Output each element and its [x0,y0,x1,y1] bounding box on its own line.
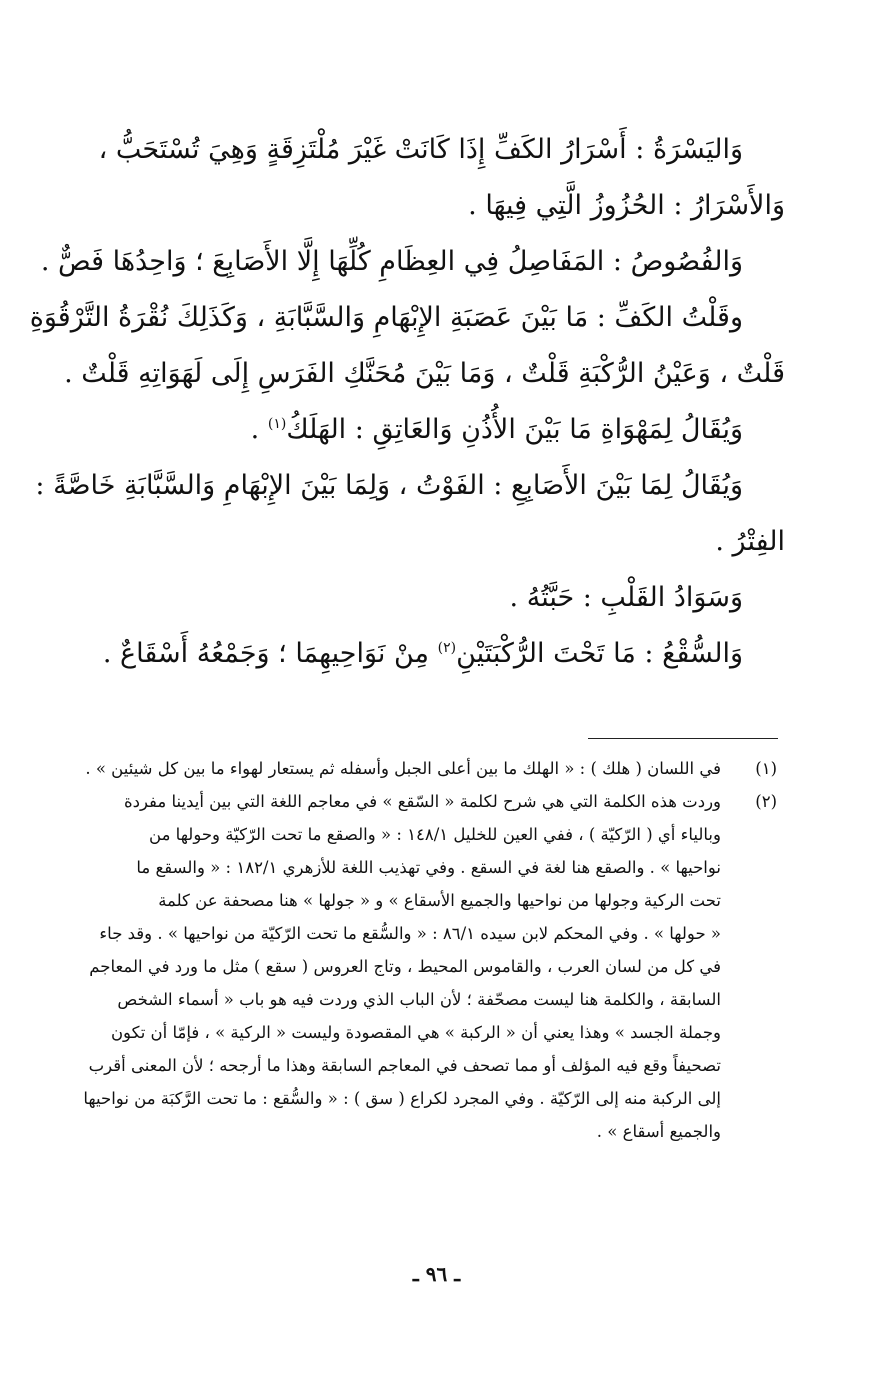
text-line: وقَلْتُ الكَفِّ : مَا بَيْنَ عَصَبَةِ الإِبْهَامِ وَالسَّبَّابَةِ ، وَكَذَلِكَ نُقْرَةُ التَّرْقُوَةِ [29,302,743,333]
footnote-ref: (١) [267,416,287,432]
main-text [29,122,785,682]
text-line: وَالأَسْرَارُ : الحُزُوزُ الَّتِي فِيهَا . [468,190,785,221]
text-line: وَسَوَادُ القَلْبِ : حَبَّتُهُ . [509,582,743,613]
footnote-line: تصحيفاً وقع فيه المؤلف أو مما تصحف في المعاجم السابقة وهذا ما أرجحه ؛ لأن المعنى أقرب [88,1056,721,1075]
footnote-ref: (٢) [437,640,457,656]
footnote-number: (١) [755,759,777,778]
footnote-line: تحت الركية وجولها من نواحيها والجميع الأسقاع » و « جولها » هنا مصحفة عن كلمة [158,891,721,910]
footnote [78,785,777,1148]
footnote-line: وجملة الجسد » وهذا يعني أن « الركبة » هي المقصودة وليست « الركية » ، فإمّا أن تكون [110,1023,721,1042]
footnote-line: « حولها » . وفي المحكم لابن سيده ٨٦/١ : « والسُّقع ما تحت الرّكيّة من نواحيها » . وقد جاء [99,924,721,943]
footnote-line: في اللسان ( هلك ) : « الهلك ما بين أعلى الجبل وأسفله ثم يستعار لهواء ما بين كل شيئين » . [85,759,721,778]
footnote-line: وردت هذه الكلمة التي هي شرح لكلمة « السّقع » في معاجم اللغة التي بين أيدينا مفردة [123,792,721,811]
text-line: وَالفُصُوصُ : المَفَاصِلُ فِي العِظَامِ كُلِّهَا إِلَّا الأَصَابِعَ ؛ وَاحِدُهَا فَصٌّ . [40,246,743,277]
text-line: وَيُقَالُ لِمَا بَيْنَ الأَصَابِعِ : الفَوْتُ ، وَلِمَا بَيْنَ الإِبْهَامِ وَالسَّبَّابَةِ خَاصَّةً : [35,470,743,501]
footnote-separator [588,738,778,739]
text-line: وَاليَسْرَةُ : أَسْرَارُ الكَفِّ إِذَا كَانَتْ غَيْرَ مُلْتَزِقَةٍ وَهِيَ تُسْتَحَبُّ ، [98,134,743,165]
footnote-line: إلى الركبة منه إلى الرّكيّة . وفي المجرد لكراع ( سق ) : « والسُّقع : ما تحت الرَّكبَة من نواحيها [83,1089,721,1108]
text-line: وَيُقَالُ لِمَهْوَاةِ مَا بَيْنَ الأُذُنِ وَالعَاتِقِ : الهَلَكُ$^{(١)}$ . [250,414,743,445]
text-line: قَلْتٌ ، وَعَيْنُ الرُّكْبَةِ قَلْتٌ ، وَمَا بَيْنَ مُحَنَّكِ الفَرَسِ إِلَى لَهَوَاتِهِ قَلْتٌ . [64,358,785,389]
footnote-line: السابقة ، والكلمة هنا ليست مصحّفة ؛ لأن الباب الذي وردت فيه هو باب « أسماء الشخص [117,990,721,1009]
footnote-line: في كل من لسان العرب ، والقاموس المحيط ، وتاج العروس ( سقع ) مثل ما ورد في المعاجم [89,957,721,976]
footnote [78,752,777,785]
footnote-line: نواحيها » . والصقع هنا لغة في السقع . وفي تهذيب اللغة للأزهري ١٨٢/١ : « والسقع ما [136,858,721,877]
footnote-line: وبالياء أي ( الرّكيّة ) ، ففي العين للخليل ١٤٨/١ : « والصقع ما تحت الرّكيّة وحولها من [149,825,721,844]
text-line: الفِتْرُ . [715,526,785,557]
footnote-number: (٢) [755,792,777,811]
footnote-line: والجميع أسقاع » . [596,1122,721,1141]
page-number: ـ ٩٦ ـ [412,1262,461,1286]
text-line: وَالسُّقْعُ : مَا تَحْتَ الرُّكْبَتَيْنِ$^{(٢)}$ مِنْ نَوَاحِيهِمَا ؛ وَجَمْعُهُ أَسْقَاعٌ . [102,638,743,669]
footnotes [78,752,777,1148]
